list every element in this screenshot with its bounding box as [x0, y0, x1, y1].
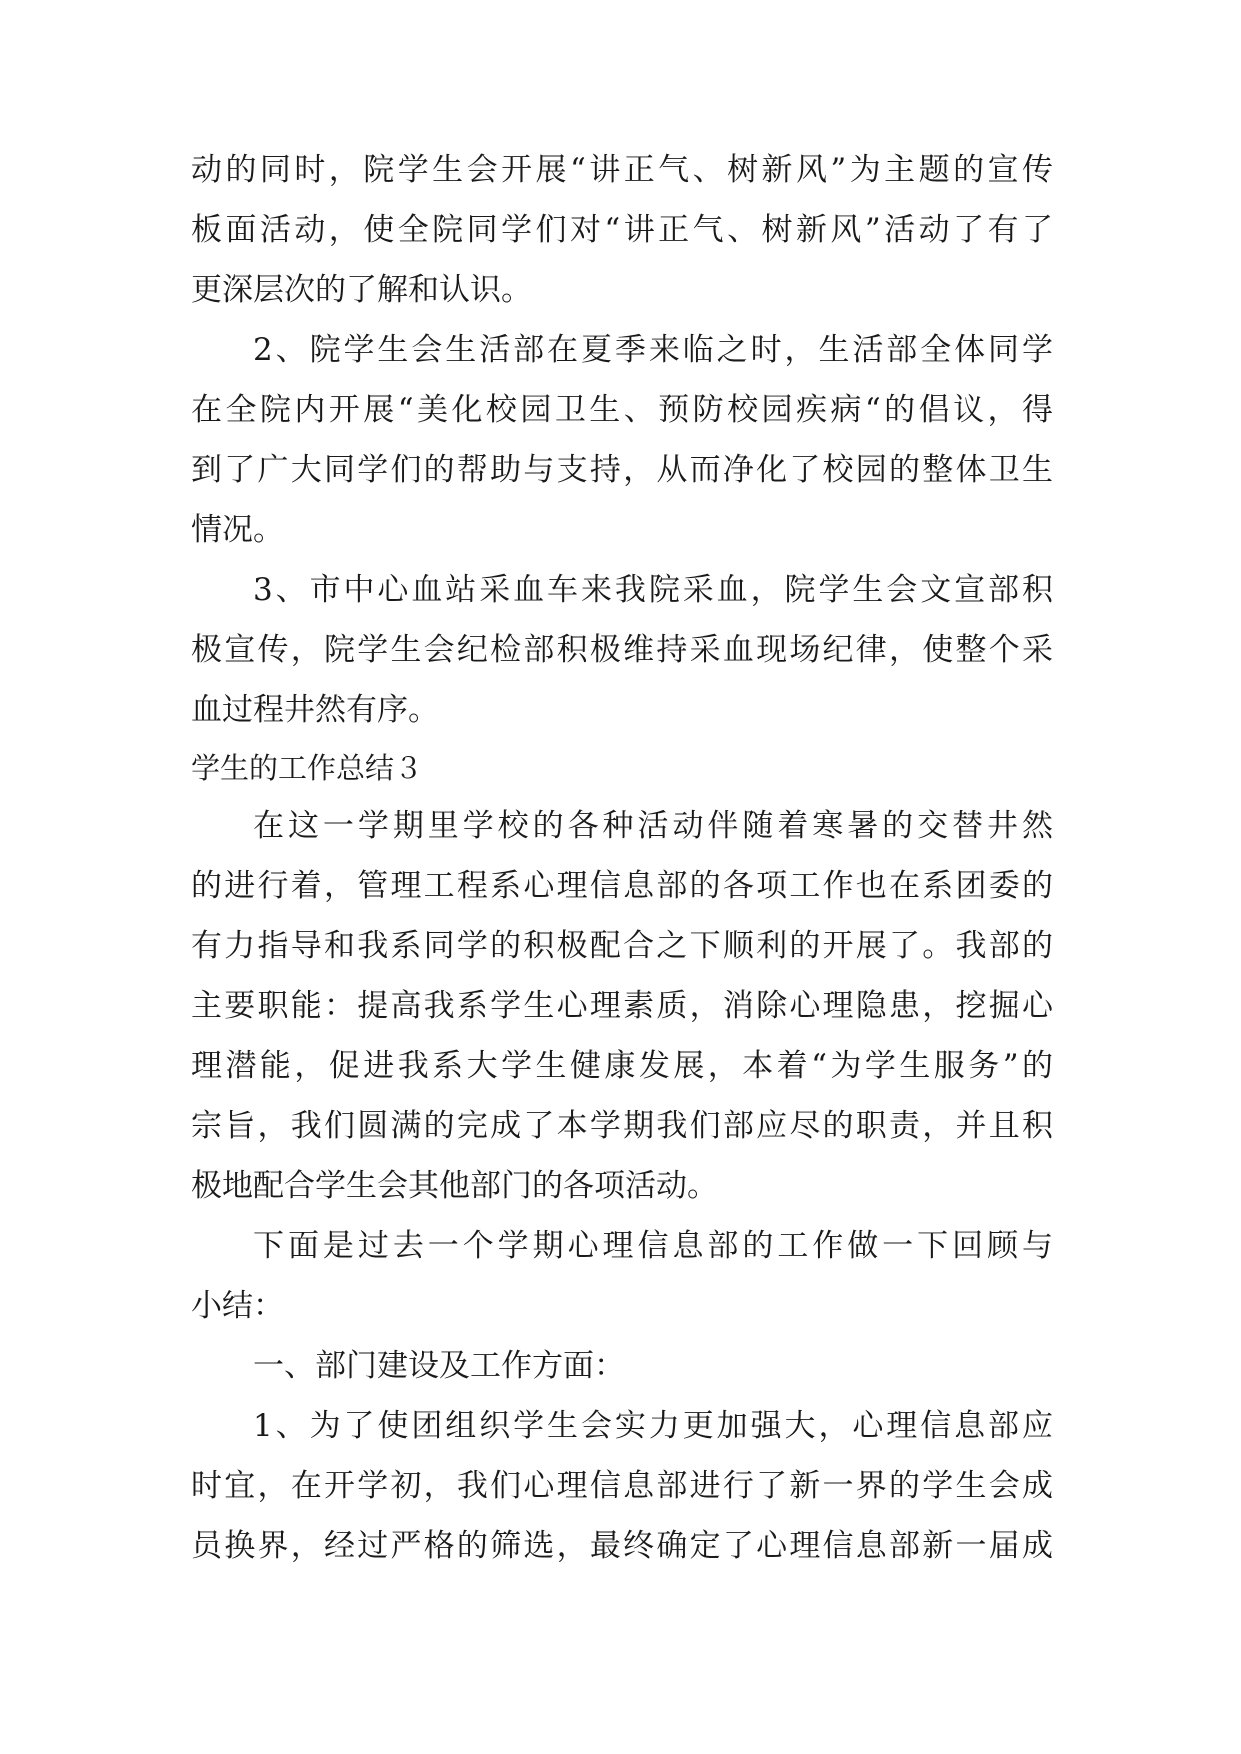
paragraph-line: 理潜能，促进我系大学生健康发展，本着“为学生服务”的: [191, 1048, 1053, 1084]
paragraph-line: 到了广大同学们的帮助与支持，从而净化了校园的整体卫生: [191, 452, 1053, 488]
paragraph-line: 血过程井然有序。: [191, 692, 439, 728]
paragraph-line: 主要职能：提高我系学生心理素质，消除心理隐患，挖掘心: [191, 988, 1053, 1024]
section-heading: 学生的工作总结３: [191, 751, 424, 785]
paragraph-line: 2、院学生会生活部在夏季来临之时，生活部全体同学: [253, 332, 1053, 368]
paragraph-line: 一、部门建设及工作方面：: [253, 1348, 625, 1384]
paragraph-line: 的进行着，管理工程系心理信息部的各项工作也在系团委的: [191, 868, 1053, 904]
paragraph-line: 在这一学期里学校的各种活动伴随着寒暑的交替井然: [253, 808, 1053, 844]
paragraph-line: 宗旨，我们圆满的完成了本学期我们部应尽的职责，并且积: [191, 1108, 1053, 1144]
paragraph-line: 情况。: [191, 512, 284, 548]
paragraph-line: 在全院内开展“美化校园卫生、预防校园疾病“的倡议，得: [191, 392, 1053, 428]
paragraph-line: 时宜，在开学初，我们心理信息部进行了新一界的学生会成: [191, 1468, 1053, 1504]
paragraph-line: 动的同时，院学生会开展“讲正气、树新风”为主题的宣传: [191, 152, 1053, 188]
paragraph-line: 下面是过去一个学期心理信息部的工作做一下回顾与: [253, 1228, 1053, 1264]
paragraph-line: 员换界，经过严格的筛选，最终确定了心理信息部新一届成: [191, 1528, 1053, 1564]
paragraph-line: 极宣传，院学生会纪检部积极维持采血现场纪律，使整个采: [191, 632, 1053, 668]
paragraph-line: 更深层次的了解和认识。: [191, 272, 532, 308]
document-page: [191, 140, 1053, 1576]
paragraph-line: 3、市中心血站采血车来我院采血，院学生会文宣部积: [253, 572, 1053, 608]
paragraph-line: 有力指导和我系同学的积极配合之下顺利的开展了。我部的: [191, 928, 1053, 964]
paragraph-line: 1、为了使团组织学生会实力更加强大，心理信息部应: [253, 1408, 1053, 1444]
paragraph-line: 板面活动，使全院同学们对“讲正气、树新风”活动了有了: [191, 212, 1053, 248]
paragraph-line: 小结：: [191, 1288, 284, 1324]
paragraph-line: 极地配合学生会其他部门的各项活动。: [191, 1168, 718, 1204]
